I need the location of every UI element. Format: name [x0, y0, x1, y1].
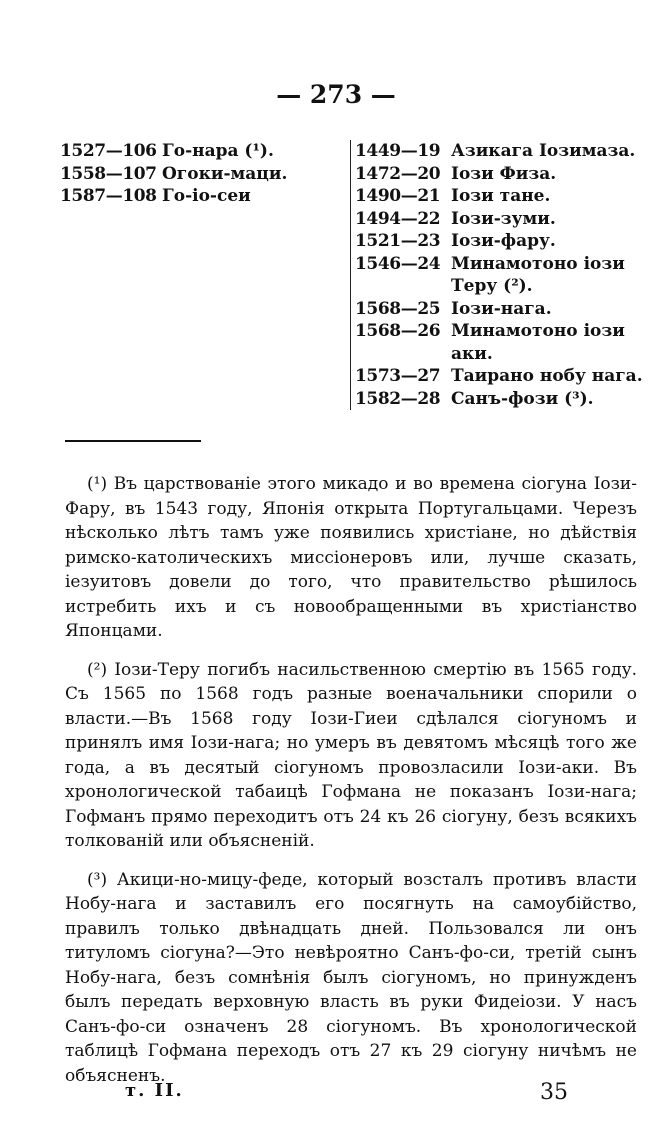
ruler-name: Го-нара (¹).	[162, 141, 274, 161]
list-item	[60, 185, 340, 208]
list-item	[355, 230, 655, 253]
ruler-name: Іози-фару.	[451, 231, 556, 251]
ruler-name: Го-іо-сеи	[162, 186, 251, 206]
footnote-2: (²) Іози-Теру погибъ насильственною смертію въ 1565 году. Съ 1565 по 1568 годъ разные военачальники спорили о власти.—Въ 1568 году Іози-Гиеи сдѣлался сіогуномъ и принялъ имя Іози-нага; но умеръ въ девятомъ мѣсяцѣ того же года, а въ десятый сіогуномъ провозласили Іози-аки. Въ хронологической табаицѣ Гофмана не показанъ Іози-нага; Гофманъ прямо переходитъ отъ 24 къ 26 сіогуну, безъ всякихъ толкованій или объясненій.	[65, 659, 637, 851]
year-number: 1568—25	[355, 298, 441, 319]
footnote-3: (³) Акици-но-мицу-феде, который возсталъ противъ власти Нобу-нага и заставилъ его посягнуть на самоубійство, правилъ только двѣнадцать дней. Пользовался ли онъ титуломъ сіогуна?—Это невѣроятно Санъ-фо-си, третій сынъ Нобу-нага, безъ сомнѣнія былъ сіогуномъ, но принужденъ былъ передать верховную власть въ руки Фидеіози. У насъ Санъ-фо-си означенъ 28 сіогуномъ. Въ хронологической таблицѣ Гофмана переходъ отъ 27 къ 29 сіогуну ничѣмъ не объясненъ.	[65, 869, 637, 1086]
year-number: 1546—24	[355, 253, 441, 274]
volume-signature: т. II.	[125, 1080, 184, 1101]
year-number: 1449—19	[355, 141, 441, 161]
page-number: — 273 —	[276, 80, 396, 109]
list-item	[355, 365, 655, 388]
list-item	[355, 140, 655, 163]
chronology-lists	[0, 140, 672, 420]
list-item	[355, 298, 655, 321]
ruler-name: Таирано нобу нага.	[451, 366, 643, 386]
year-number: 1472—20	[355, 163, 441, 184]
ruler-name: Іози-нага.	[451, 298, 552, 319]
list-item	[355, 253, 655, 298]
year-number: 1521—23	[355, 231, 441, 251]
ruler-name: Іози Физа.	[451, 163, 557, 184]
ruler-name: Іози тане.	[451, 186, 551, 206]
ruler-name: Іози-зуми.	[451, 208, 556, 229]
list-item	[355, 185, 655, 208]
ruler-name: Минамотоно іози аки.	[451, 321, 625, 364]
year-number: 1573—27	[355, 366, 441, 386]
year-number: 1527—106	[60, 141, 157, 161]
footnote-1: (¹) Въ царствованіе этого микадо и во времена сіогуна Іози-Фару, въ 1543 году, Японія открыта Португальцами. Черезъ нѣсколько лѣтъ тамъ уже появились христіане, но дѣйствія римско-католическихъ миссіонеровъ или, лучше сказать, іезуитовъ довели до того, что правительство рѣшилось истребить ихъ и съ новообращенными въ христіанство Японцами.	[65, 474, 637, 641]
ruler-name: Огоки-маци.	[162, 163, 288, 184]
year-number: 1587—108	[60, 186, 157, 206]
list-item	[355, 163, 655, 186]
list-item	[60, 163, 340, 186]
year-number: 1558—107	[60, 163, 157, 184]
year-number: 1490—21	[355, 186, 441, 206]
year-number: 1494—22	[355, 208, 441, 229]
list-item	[355, 208, 655, 231]
footnote-divider	[65, 440, 201, 442]
shogun-list	[350, 140, 655, 410]
year-number: 1568—26	[355, 321, 441, 341]
ruler-name: Азикага Іозимаза.	[451, 141, 636, 161]
list-item	[355, 320, 655, 365]
list-item	[355, 388, 655, 411]
ruler-name: Санъ-фози (³).	[451, 388, 594, 409]
list-item	[60, 140, 340, 163]
year-number: 1582—28	[355, 388, 441, 409]
mikado-list	[60, 140, 340, 208]
page-footer	[0, 1080, 672, 1110]
ruler-name: Минамотоно іози Теру (²).	[451, 253, 625, 296]
sheet-number: 35	[540, 1080, 568, 1105]
footnotes	[65, 472, 637, 1102]
